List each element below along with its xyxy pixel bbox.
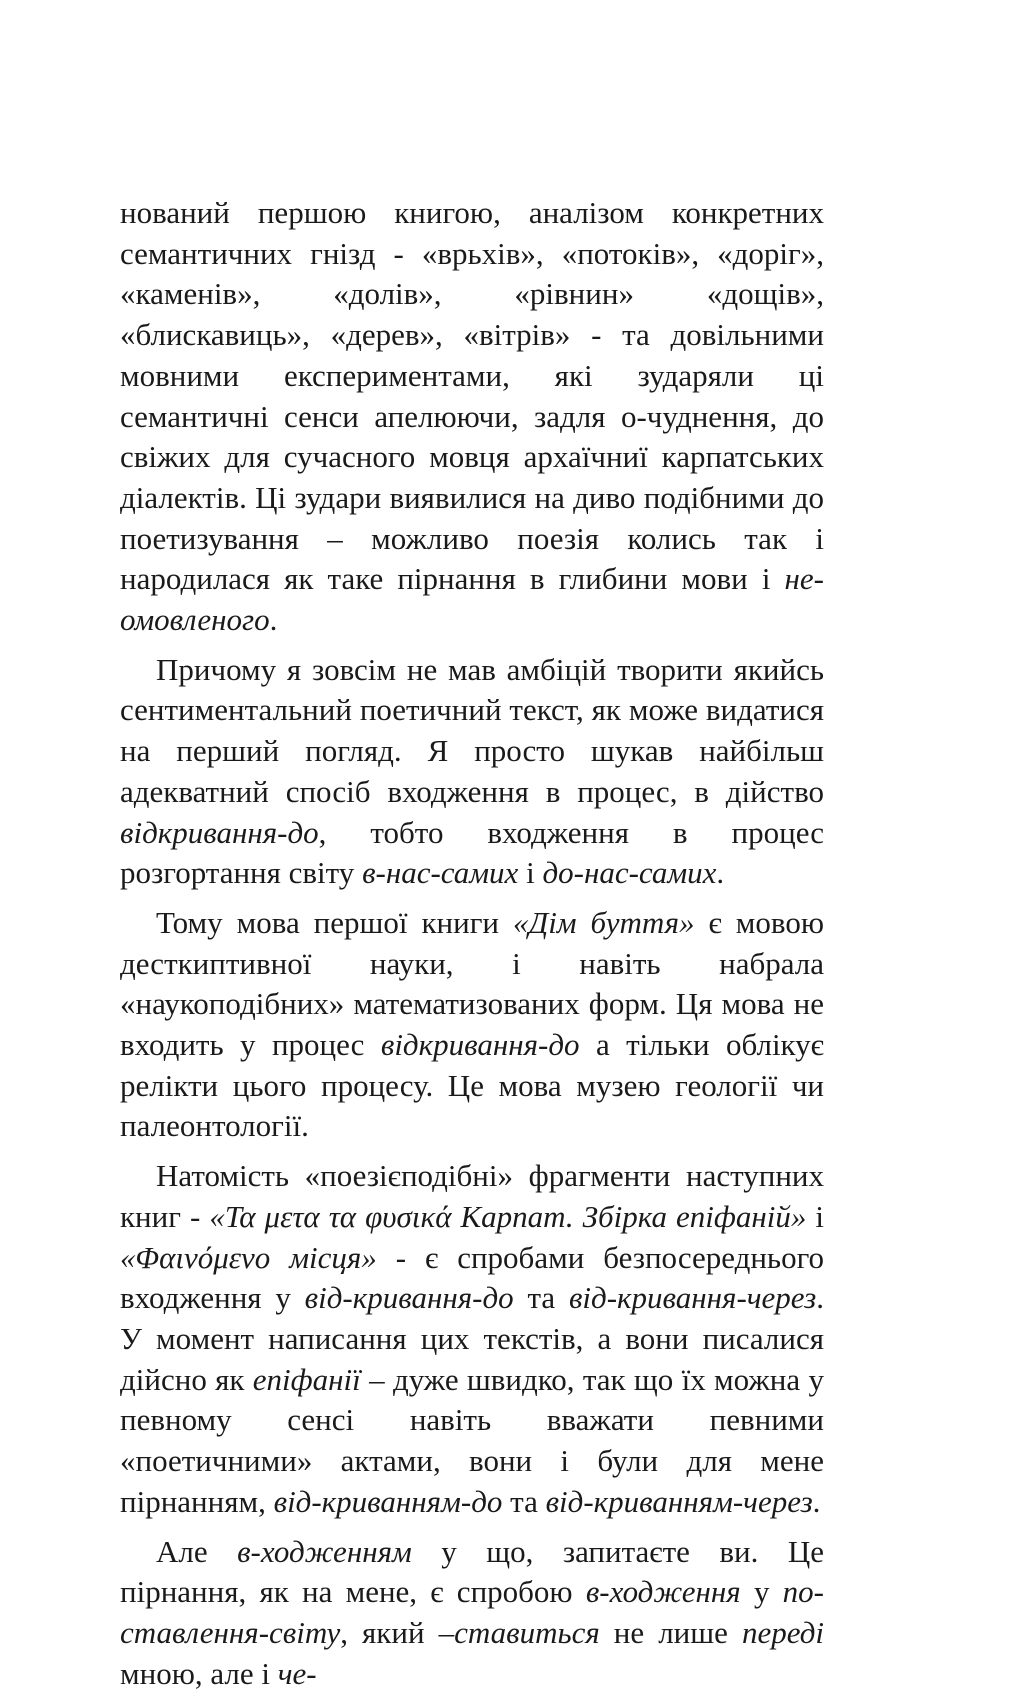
italic-term: переді [742,1615,824,1650]
italic-term: «Τα μετα τα φυσικά Карпат. Збірка епіфаній» [209,1199,806,1234]
text-run: Але [156,1534,237,1569]
text-run: а тільки облікує релікти цього процесу. Це мова музею геології чи палеонтології. [120,1027,824,1143]
italic-term: в-ходженням [237,1534,412,1569]
italic-term: від-кривання-до [305,1280,514,1315]
text-run: - є спробами безпосереднього входження у [120,1240,824,1316]
italic-term: в-нас-самих [362,855,518,890]
text-run: . [813,1484,821,1519]
paragraph-2 [120,650,824,894]
italic-term: че- [278,1656,317,1691]
text-run: Причому я зовсім не мав амбіцій творити якийсь сентиментальний поетичний текст, як може видатися на перший погляд. Я просто шукав найбільш адекватний спосіб входження в процес, в дійство [120,652,824,809]
book-page-text [120,193,824,1694]
italic-term: до-нас-самих [542,855,716,890]
text-run: – дуже швидко, так що їх можна у певному сенсі навіть вважати певними «поетичними» актами, вони і були для мене пірнанням, [120,1362,824,1519]
paragraph-4 [120,1156,824,1522]
italic-term: не-омовленого [120,561,824,637]
text-run: та [502,1484,545,1519]
paragraph-5 [120,1532,824,1694]
italic-term: «Φαινόμενο місця» [120,1240,377,1275]
paragraph-1 [120,193,824,641]
text-run: у [741,1574,783,1609]
italic-term: від-кривання-через [569,1280,816,1315]
text-run: , який [340,1615,438,1650]
text-run: і [806,1199,824,1234]
text-run: , тобто входження в процес розгортання світу [120,815,824,891]
italic-term: відкривання-до [120,815,319,850]
text-run: . [716,855,724,890]
italic-term: від-криванням-через [546,1484,813,1519]
text-run: . [270,602,278,637]
italic-term: епіфанії [253,1362,361,1397]
italic-term: від-криванням-до [274,1484,503,1519]
italic-term: в-ходження [586,1574,741,1609]
text-run: є мовою десткиптивної науки, і навіть набрала «наукоподібних» математизованих форм. Ця мова не входить у процес [120,905,824,1062]
text-run: . У момент написання цих текстів, а вони писалися дійсно як [120,1280,824,1396]
text-run: Тому мова першої книги [156,905,513,940]
paragraph-3 [120,903,824,1147]
italic-term: «Дім буття» [513,905,695,940]
italic-term: по-ставлення-світу [120,1574,824,1650]
text-run: у що, запитаєте ви. Це пірнання, як на мене, є спробою [120,1534,824,1610]
text-run: та [514,1280,569,1315]
italic-term: –ставиться [439,1615,600,1650]
italic-term: відкривання-до [381,1027,580,1062]
text-run: не лише [600,1615,742,1650]
text-run: нований першою книгою, аналізом конкретних семантичних гнізд - «врьхів», «потоків», «доріг», «каменів», «долів», «рівнин» «дощів», «блискавиць», «дерев», «вітрів» - та довільними мовними експериментами, які зударяли ці семантичні сенси апелюючи, задля о-чуднення, до свіжих для сучасного мовця архаїчниї карпатських діалектів. Ці зудари виявилися на диво подібними до поетизування – можливо поезія колись так і народилася як таке пірнання в глибини мови і [120,195,824,596]
text-run: мною, але і [120,1656,278,1691]
text-run: Натомість «поезієподібні» фрагменти наступних книг - [120,1158,824,1234]
text-run: і [518,855,542,890]
